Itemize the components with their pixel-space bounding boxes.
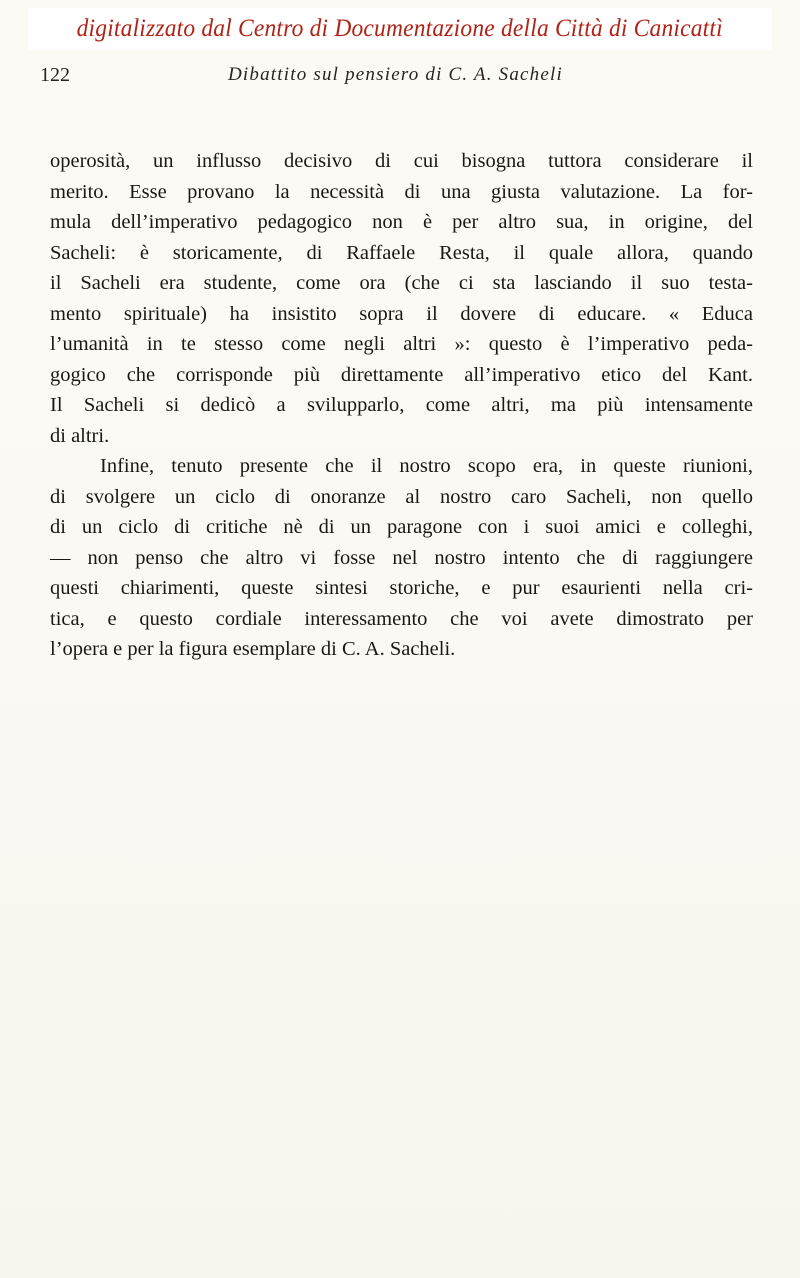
text-line: tica, e questo cordiale interessamento che voi avete dimostrato per	[50, 607, 753, 630]
text-line: Sacheli: è storicamente, di Raffaele Resta, il quale allora, quando	[50, 241, 753, 264]
text-line: merito. Esse provano la necessità di una giusta valutazione. La for-	[50, 180, 753, 203]
text-line: — non penso che altro vi fosse nel nostro intento che di raggiungere	[50, 546, 753, 569]
body-text	[50, 146, 753, 665]
text-line: mula dell’imperativo pedagogico non è per altro sua, in origine, del	[50, 211, 753, 233]
text-line: Infine, tenuto presente che il nostro scopo era, in queste riunioni,	[100, 455, 753, 477]
text-line: Il Sacheli si dedicò a svilupparlo, come altri, ma più intensamente	[50, 394, 753, 416]
text-line: mento spirituale) ha insistito sopra il dovere di educare. « Educa	[50, 302, 753, 325]
text-line: l’umanità in te stesso come negli altri »: questo è l’imperativo peda-	[50, 333, 753, 355]
text-line: questi chiarimenti, queste sintesi storiche, e pur esaurienti nella cri-	[50, 577, 753, 599]
text-line: di altri.	[50, 424, 110, 447]
watermark-text: digitalizzato dal Centro di Documentazione della Città di Canicattì	[76, 15, 724, 42]
running-head: Dibattito sul pensiero di C. A. Sacheli	[228, 64, 563, 85]
paragraph-1	[50, 146, 753, 451]
paragraph-2	[50, 451, 753, 665]
text-line: di un ciclo di critiche nè di un paragone con i suoi amici e colleghi,	[50, 516, 753, 538]
digitization-watermark	[28, 8, 772, 50]
text-line: l’opera e per la figura esemplare di C. A. Sacheli.	[50, 638, 456, 660]
text-line: gogico che corrisponde più direttamente all’imperativo etico del Kant.	[50, 363, 753, 386]
text-line: operosità, un influsso decisivo di cui bisogna tuttora considerare il	[50, 150, 753, 172]
page-number: 122	[40, 64, 70, 86]
text-line: di svolgere un ciclo di onoranze al nostro caro Sacheli, non quello	[50, 485, 753, 508]
text-line: il Sacheli era studente, come ora (che ci sta lasciando il suo testa-	[50, 272, 753, 294]
